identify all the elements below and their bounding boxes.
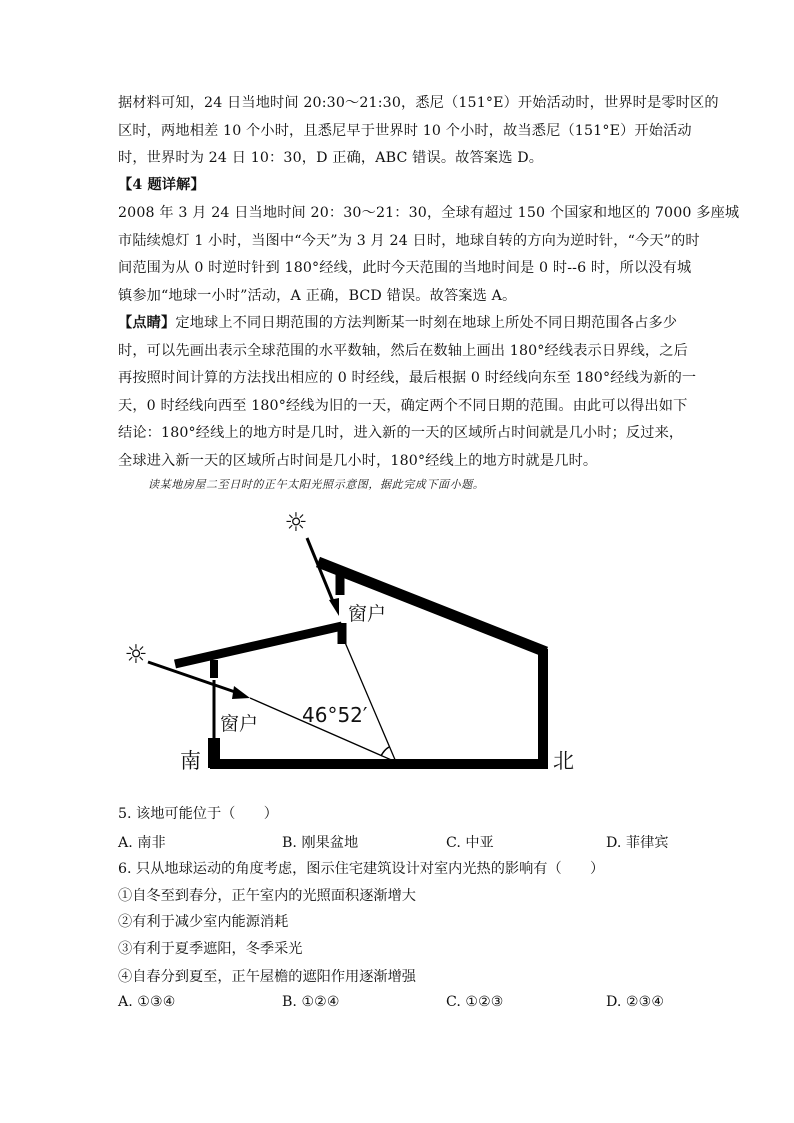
question-5-stem: 5. 该地可能位于（ ） — [118, 806, 278, 822]
q5-option-a: A. 南非 — [118, 835, 166, 851]
south-label: 南 — [180, 749, 201, 773]
text-line: 全球进入新一天的区域所占时间是几小时，180°经线上的地方时就是几时。 — [118, 452, 598, 469]
tip-section — [118, 310, 697, 475]
text-line: 时，可以先画出表示全球范围的水平数轴，然后在数轴上画出 180°经线表示日界线，之后 — [118, 342, 688, 359]
sun-icon-upper: ☼ — [284, 508, 308, 538]
q6-option-d: D. ②③④ — [606, 994, 665, 1010]
q6-statement-2: ②有利于减少室内能源消耗 — [118, 914, 289, 930]
q6-option-c: C. ①②③ — [446, 994, 504, 1010]
q6-option-a: A. ①③④ — [118, 994, 176, 1010]
tip-label: 【点睛】 — [118, 315, 176, 331]
q5-option-c: C. 中亚 — [446, 835, 494, 851]
window-label-upper: 窗户 — [348, 603, 387, 625]
text-line: 再按照时间计算的方法找出相应的 0 时经线，最后根据 0 时经线向东至 180°经线为新的一 — [118, 370, 697, 386]
sun-ray-lower-arrowhead — [232, 686, 250, 699]
light-line-steep — [344, 640, 396, 762]
text-line: 据材料可知，24 日当地时间 20:30～21:30，悉尼（151°E）开始活动时，世界时是零时区的 — [118, 95, 719, 111]
q5-option-b: B. 刚果盆地 — [282, 835, 359, 851]
q6-statement-3: ③有利于夏季遮阳，冬季采光 — [118, 941, 303, 957]
q4-heading: 【4 题详解】 — [118, 177, 205, 193]
text-line: 区时，两地相差 10 个小时，且悉尼早于世界时 10 个小时，故当悉尼（151°E）开始活动 — [118, 122, 692, 139]
sun-ray-lower — [148, 662, 238, 693]
text-line: 2008 年 3 月 24 日当地时间 20：30～21：30，全球有超过 150 个国家和地区的 7000 多座城 — [118, 205, 740, 221]
q6-statement-1: ①自冬至到春分，正午室内的光照面积逐渐增大 — [118, 888, 416, 904]
text-line: 天，0 时经线向西至 180°经线为旧的一天，确定两个不同日期的范围。由此可以得出如下 — [118, 397, 688, 414]
q6-statement-4: ④自春分到夏至，正午屋檐的遮阳作用逐渐增强 — [118, 969, 416, 985]
text-line: 定地球上不同日期范围的方法判断某一时刻在地球上所处不同日期范围各占多少 — [175, 315, 678, 331]
north-label: 北 — [553, 749, 574, 773]
text-line: 结论：180°经线上的地方时是几时，进入新的一天的区域所占时间就是几小时；反过来， — [118, 425, 684, 441]
q6-option-b: B. ①②④ — [282, 994, 340, 1010]
text-line: 时，世界时为 24 日 10：30，D 正确，ABC 错误。故答案选 D。 — [118, 150, 544, 166]
text-line: 间范围为从 0 时逆时针到 180°经线，此时今天范围的当地时间是 0 时--6 时，所以没有城 — [118, 260, 692, 276]
sun-icon-lower: ☼ — [124, 640, 148, 670]
answer-4-explanation — [118, 200, 740, 310]
house-sunlight-diagram — [110, 500, 590, 790]
question-6-stem: 6. 只从地球运动的角度考虑，图示住宅建筑设计对室内光热的影响有（ ） — [118, 861, 605, 877]
text-line: 镇参加“地球一小时”活动，A 正确，BCD 错误。故答案选 A。 — [118, 287, 517, 304]
q5-option-d: D. 菲律宾 — [606, 835, 669, 851]
angle-arc — [381, 747, 389, 756]
text-line: 市陆续熄灯 1 小时，当图中“今天”为 3 月 24 日时，地球自转的方向为逆时针，“今天”的时 — [118, 232, 700, 249]
lower-roof — [175, 626, 342, 664]
answer-3-explanation — [118, 90, 719, 173]
angle-label: 46°52′ — [302, 703, 368, 727]
window-label-lower: 窗户 — [220, 713, 259, 735]
sun-ray-upper-arrowhead — [329, 598, 339, 616]
figure-caption: 读某地房屋二至日时的正午太阳光照示意图，据此完成下面小题。 — [148, 478, 485, 491]
